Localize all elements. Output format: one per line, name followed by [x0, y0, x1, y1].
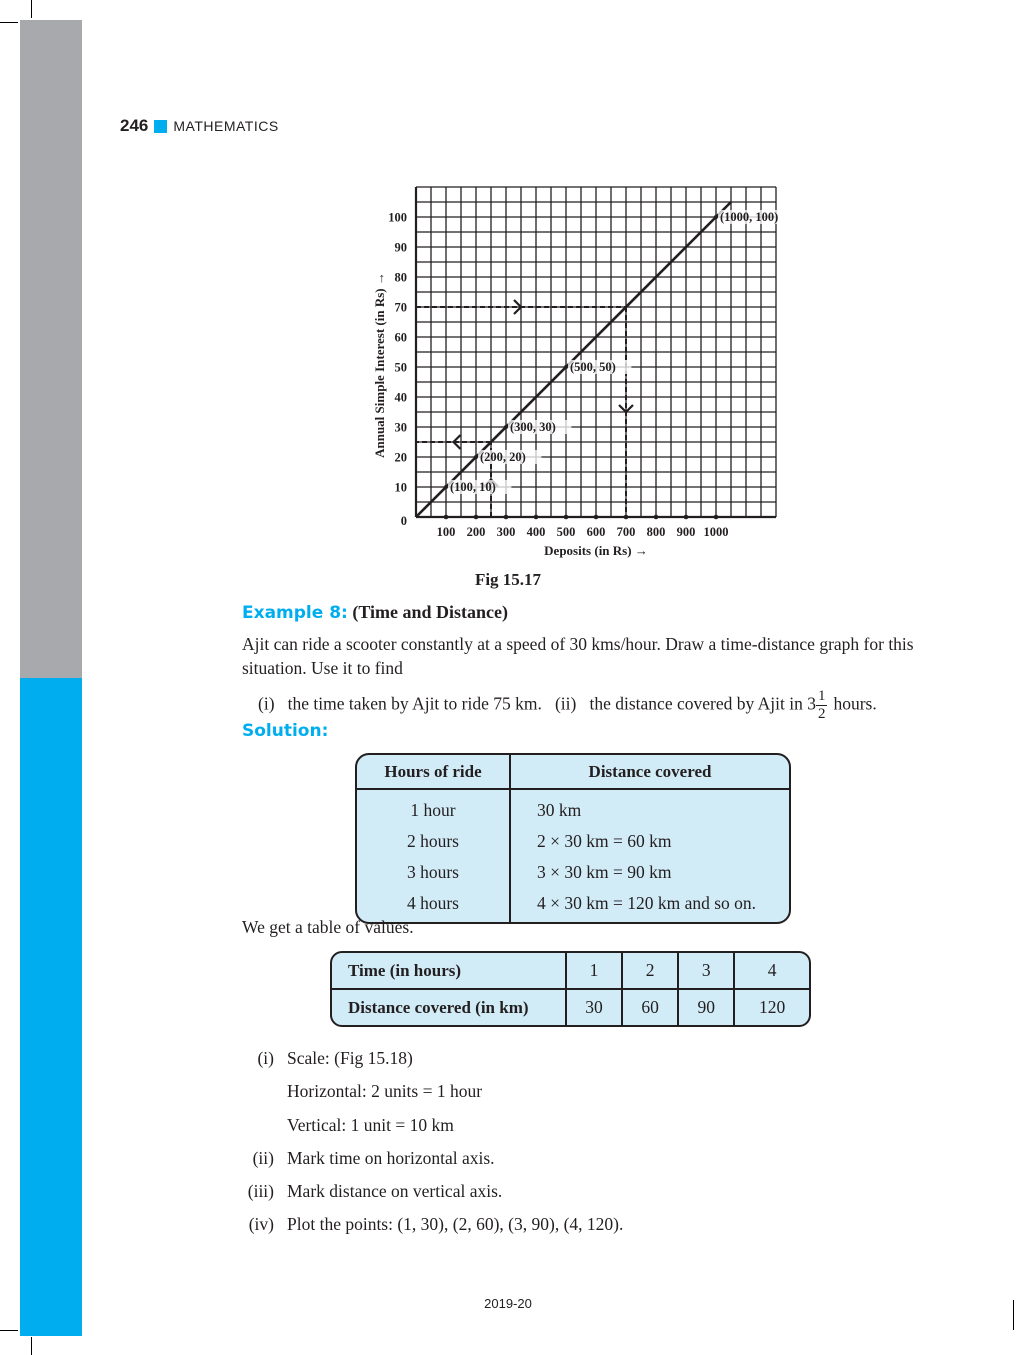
crop-mark	[31, 1337, 32, 1355]
step-text: Mark distance on vertical axis.	[287, 1181, 503, 1201]
y-tick-label: 40	[394, 390, 407, 405]
step-text: Horizontal: 2 units = 1 hour	[287, 1081, 483, 1101]
y-tick-label: 100	[388, 210, 407, 225]
chart-grid	[416, 187, 779, 517]
point-annotation: (100, 10)	[450, 480, 496, 494]
question-2-number: (ii)	[554, 693, 577, 714]
table-cell: 3 hours	[357, 857, 511, 888]
data-point	[504, 425, 508, 429]
step-text: Vertical: 1 unit = 10 km	[287, 1115, 454, 1135]
step-number: (i)	[257, 1048, 274, 1068]
time-distance-table	[330, 951, 811, 1027]
page-number: 246	[120, 116, 149, 135]
y-tick-label: 20	[394, 450, 407, 465]
fraction-one-half	[816, 688, 828, 723]
y-tick-label: 50	[394, 360, 407, 375]
x-tick-mark	[564, 515, 569, 520]
example-title	[242, 602, 508, 623]
x-tick-label: 500	[556, 525, 576, 539]
crop-mark	[31, 0, 32, 18]
example-text: Ajit can ride a scooter constantly at a speed of 30 kms/hour. Draw a time-distance graph for this situation. Use it to find	[242, 634, 914, 678]
step-number: (iv)	[248, 1214, 274, 1234]
table-row	[357, 790, 789, 826]
step-number: (iii)	[247, 1181, 274, 1201]
table-cell: Distance covered (in km)	[332, 990, 567, 1025]
point-annotation: (300, 30)	[510, 420, 556, 434]
x-tick-mark	[624, 515, 629, 520]
x-tick-label: 1000	[703, 525, 729, 539]
y-tick-label: 70	[394, 300, 407, 315]
x-tick-mark	[534, 515, 539, 520]
question-2-text: the distance covered by Ajit in 3	[589, 693, 816, 714]
interest-chart	[360, 180, 790, 565]
y-tick-label: 30	[394, 420, 407, 435]
data-point	[714, 215, 718, 219]
table-cell: 90	[679, 990, 735, 1025]
y-tick-label: 80	[394, 270, 407, 285]
table-cell: 1	[567, 953, 623, 990]
data-point	[564, 365, 568, 369]
x-tick-mark	[684, 515, 689, 520]
table-cell: 2	[623, 953, 679, 990]
y-tick-label: 90	[394, 240, 407, 255]
x-tick-label: 300	[496, 525, 516, 539]
x-tick-label: 600	[586, 525, 606, 539]
table-cell: 30	[567, 990, 623, 1025]
table-cell: 4 × 30 km = 120 km and so on.	[537, 893, 757, 913]
table-row	[332, 990, 809, 1025]
table-cell: 30 km	[537, 800, 582, 820]
x-tick-label: 800	[646, 525, 666, 539]
solution-label: Solution:	[242, 721, 329, 741]
y-tick-label: 60	[394, 330, 407, 345]
x-tick-label: 100	[436, 525, 456, 539]
example-questions	[258, 688, 877, 723]
x-tick-label: 700	[616, 525, 636, 539]
hours-distance-table	[355, 753, 791, 924]
header-square-icon	[154, 120, 167, 133]
x-tick-mark	[504, 515, 509, 520]
table-cell: 4	[735, 953, 809, 990]
point-annotation: (500, 50)	[570, 360, 616, 374]
subject-title: MATHEMATICS	[173, 118, 279, 134]
table-row	[357, 888, 789, 922]
x-tick-label: 900	[676, 525, 696, 539]
table-header: Distance covered	[511, 755, 789, 790]
question-1-text: the time taken by Ajit to ride 75 km.	[287, 693, 542, 714]
page-header	[120, 116, 279, 136]
table-cell: 60	[623, 990, 679, 1025]
data-point	[474, 455, 478, 459]
x-tick-mark	[444, 515, 449, 520]
table-cell: 2 × 30 km = 60 km	[537, 831, 672, 851]
example-subtitle: (Time and Distance)	[352, 602, 509, 622]
page-footer: 2019-20	[484, 1296, 532, 1311]
x-tick-mark	[714, 515, 719, 520]
table-row	[357, 826, 789, 857]
sidebar-blue-band	[20, 678, 82, 1336]
y-tick-label: 0	[400, 514, 407, 528]
x-tick-mark	[474, 515, 479, 520]
point-annotation: (1000, 100)	[720, 210, 779, 224]
figure-caption: Fig 15.17	[474, 570, 542, 589]
crop-mark	[0, 1330, 18, 1331]
table-header: Hours of ride	[357, 755, 511, 790]
step-number: (ii)	[252, 1148, 274, 1168]
x-tick-label: 200	[466, 525, 486, 539]
x-tick-mark	[654, 515, 659, 520]
x-tick-label: 400	[526, 525, 546, 539]
step-text: Plot the points: (1, 30), (2, 60), (3, 90), (4, 120).	[287, 1214, 624, 1234]
y-tick-label: 10	[394, 480, 407, 495]
question-1-number: (i)	[258, 693, 275, 714]
example-label: Example 8:	[242, 603, 348, 623]
fraction-denominator: 2	[817, 706, 826, 722]
table-cell: 3	[679, 953, 735, 990]
data-point	[444, 485, 448, 489]
table-cell: Time (in hours)	[332, 953, 567, 990]
crop-mark	[0, 22, 18, 23]
table-intro: We get a table of values.	[242, 917, 414, 937]
question-2-end: hours.	[833, 693, 877, 714]
table-row	[332, 953, 809, 990]
table-cell: 2 hours	[357, 826, 511, 857]
table-cell: 1 hour	[357, 790, 511, 826]
table-cell: 120	[759, 997, 786, 1017]
step-text: Mark time on horizontal axis.	[287, 1148, 495, 1168]
fraction-numerator: 1	[817, 688, 826, 704]
x-tick-mark	[594, 515, 599, 520]
table-row	[357, 857, 789, 888]
x-axis-label: Deposits (in Rs) →	[544, 543, 648, 558]
table-cell: 4 hours	[357, 888, 511, 922]
point-annotation: (200, 20)	[480, 450, 526, 464]
table-cell: 3 × 30 km = 90 km	[537, 862, 672, 882]
y-axis-label: Annual Simple Interest (in Rs) →	[372, 272, 387, 458]
step-text: Scale: (Fig 15.18)	[287, 1048, 413, 1068]
